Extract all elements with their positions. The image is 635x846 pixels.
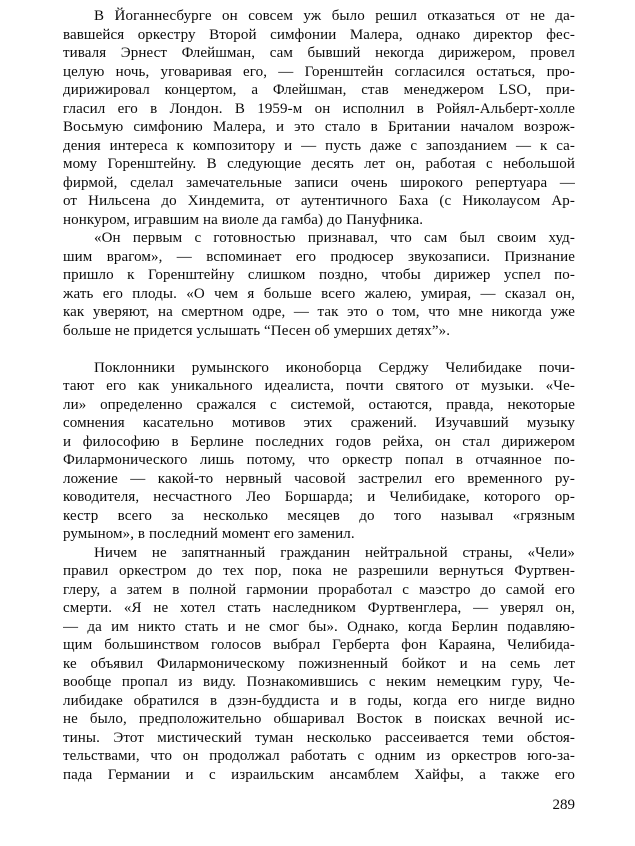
text-line: Филармонического лишь потому, что оркестр попал в отчаянное по- — [63, 452, 575, 468]
section-break — [63, 340, 575, 359]
text-line: смерти. «Я не хотел стать наследником Фуртвенглера, — уверял он, — [63, 600, 575, 616]
text-line: либидаке обратился в дзэн-буддиста и в годы, когда его нигде видно — [63, 692, 575, 709]
text-line: фирмой, сделал замечательные записи очень широкого репертуара — — [63, 174, 575, 191]
text-line: румыном», в последний момент его заменил. — [63, 526, 355, 542]
text-line: правил оркестром до тех пор, пока не разрешили вернуться Фуртвен- — [63, 563, 575, 579]
text-line: глеру, а затем в полной гармонии проработал с маэстро до самой его — [63, 581, 575, 598]
page-number: 289 — [552, 797, 575, 813]
text-line: ложение — какой-то нервный часовой застрелил его временного ру- — [63, 470, 575, 487]
text-line: ке объявил Филармоническому пожизненный бойкот и на семь лет — [63, 655, 575, 672]
text-line: гласил его в Лондон. В 1959-м он исполнил в Ройял-Альберт-холле — [63, 100, 575, 117]
text-line: шим врагом», — вспоминает его продюсер звукозаписи. Признание — [63, 248, 575, 265]
text-line: тиваля Эрнест Флейшман, сам бывший некогда дирижером, провел — [63, 45, 575, 61]
paragraph — [63, 544, 575, 785]
text-line: ли» определенно сражался с системой, остаются, правда, некоторые — [63, 396, 575, 413]
text-line: целую ночь, уговаривая его, — Горенштейн согласился остаться, про- — [63, 63, 575, 80]
text-line: нонкуром, игравшим на виоле да гамба) до Пануфника. — [63, 211, 424, 228]
text-line: от Нильсена до Хиндемита, от аутентичного Баха (с Николаусом Ар- — [63, 193, 575, 209]
text-line: «Он первым с готовностью признавал, что сам был своим худ- — [94, 230, 575, 246]
text-line: тают его как уникального идеалиста, почти святого от музыки. «Че- — [63, 378, 575, 394]
text-line: тины. Этот мистический туман несколько рассеивается теми обстоя- — [63, 729, 575, 746]
text-line: пришло к Горенштейну слишком поздно, чтобы дирижер успел по- — [63, 267, 575, 283]
text-line: тельствами, что он продолжал работать с одним из оркестров юго-за- — [63, 748, 575, 764]
text-line: не было, предположительно обшаривал Восток в поисках вечной ис- — [63, 711, 575, 727]
text-line: щим большинством голосов выбрал Герберта фон Караяна, Челибида- — [63, 637, 575, 653]
text-line: Поклонники румынского иконоборца Серджу Челибидаке почи- — [94, 359, 575, 376]
text-line: мому Горенштейну. В следующие десять лет он, работая с небольшой — [63, 156, 575, 172]
text-line: В Йоганнесбурге он совсем уж было решил отказаться от не да- — [94, 8, 575, 24]
text-line: вавшейся оркестру Второй симфонии Малера, однако директор фес- — [63, 26, 575, 43]
text-block — [63, 7, 575, 784]
text-line: больше не придется услышать “Песен об умерших детях”». — [63, 322, 451, 339]
text-line: Ничем не запятнанный гражданин нейтральной страны, «Чели» — [94, 544, 575, 561]
paragraph — [63, 7, 575, 229]
text-line: как уверяют, на смертном одре, — так это о том, что мне никогда уже — [63, 304, 575, 320]
text-line: — да им никто стать и не смог бы». Однако, когда Берлин подавляю- — [63, 618, 575, 635]
text-line: кестр всего за несколько месяцев до того называл «грязным — [63, 507, 575, 524]
text-line: дения интереса к композитору и — пусть даже с запозданием — к са- — [63, 137, 575, 154]
text-line: ководителя, несчастного Лео Боршарда; и Челибидаке, которого ор- — [63, 489, 575, 505]
paragraph — [63, 359, 575, 544]
text-line: сомнения касательно мотивов этих сражений. Изучавший музыку — [63, 415, 575, 431]
text-line: пада Германии и с израильским ансамблем Хайфы, а также его — [63, 766, 575, 783]
text-line: и философию в Берлине последних годов рейха, он стал дирижером — [63, 433, 575, 450]
text-line: вообще пропал из виду. Познакомившись с неким немецким гуру, Че- — [63, 674, 575, 690]
text-line: Восьмую симфонию Малера, и это стало в Британии началом возрож- — [63, 119, 575, 135]
text-line: дирижировал концертом, а Флейшман, став менеджером LSO, при- — [63, 82, 575, 98]
paragraph — [63, 229, 575, 340]
text-line: жать его плоды. «О чем я больше всего жалею, умирая, — сказал он, — [63, 285, 575, 302]
